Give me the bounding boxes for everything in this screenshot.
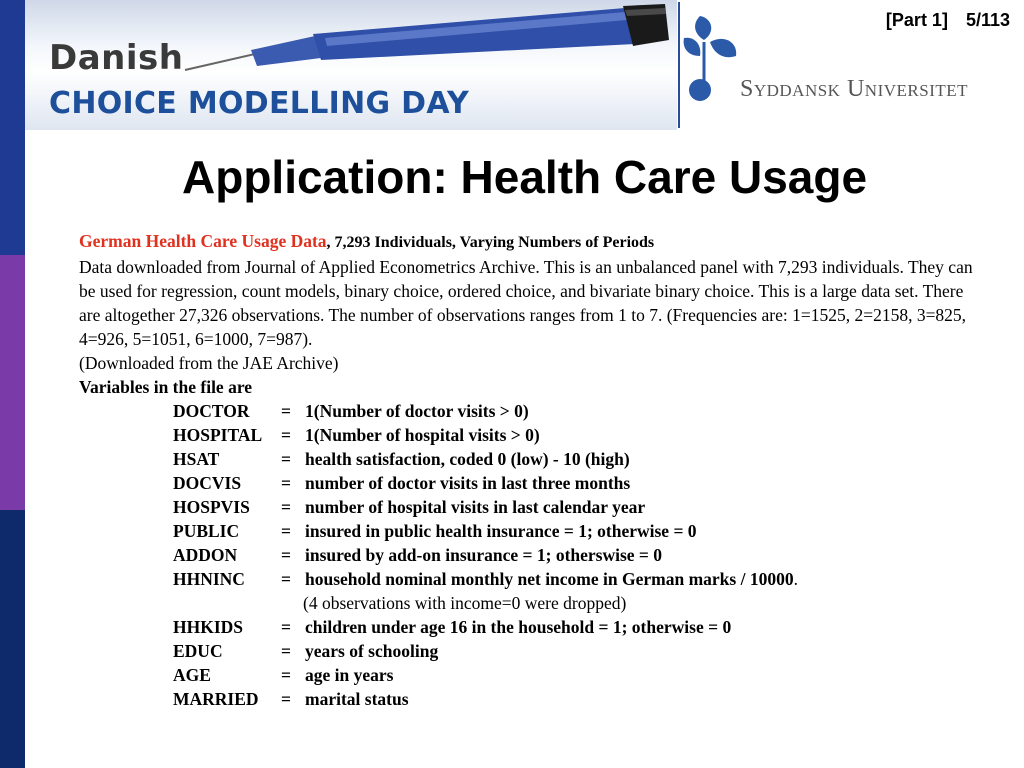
variable-row [173, 615, 979, 639]
color-bar-top [0, 0, 25, 255]
slide-title: Application: Health Care Usage [182, 151, 868, 203]
source-note: (Downloaded from the JAE Archive) [79, 353, 339, 373]
variable-equals: = [281, 449, 291, 469]
variable-equals: = [281, 425, 291, 445]
variable-row [173, 639, 979, 663]
variable-name: EDUC [173, 641, 223, 661]
variable-row [173, 543, 979, 567]
variable-row [173, 567, 979, 591]
variable-row [173, 495, 979, 519]
data-heading-rest: , 7,293 Individuals, Varying Numbers of Periods [326, 234, 655, 251]
variable-name: HOSPITAL [173, 425, 263, 445]
variable-description: age in years [305, 665, 394, 685]
variable-equals: = [281, 665, 291, 685]
slide-body [79, 229, 979, 711]
variable-description: insured in public health insurance = 1; otherwise = 0 [305, 521, 697, 541]
data-heading-red: German Health Care Usage Data [79, 231, 327, 251]
variable-row [173, 423, 979, 447]
variable-equals: = [281, 401, 291, 421]
variable-row [173, 447, 979, 471]
variable-equals: = [281, 641, 291, 661]
variable-description: number of hospital visits in last calendar year [305, 497, 646, 517]
left-color-bar [0, 0, 25, 768]
variable-description: 1(Number of hospital visits > 0) [305, 425, 540, 445]
variable-description: 1(Number of doctor visits > 0) [305, 401, 529, 421]
variable-equals: = [281, 689, 291, 709]
description-paragraph: Data downloaded from Journal of Applied Econometrics Archive. This is an unbalanced panel with 7,293 individuals. They can be used for regression, count models, binary choice, ordered choice, and bivariate binary choice. This is a large data set. There are altogether 27,326 observations. The number of observations ranges from 1 to 7. (Frequencies are: 1=1525, 2=2158, 3=825, 4=926, 5=1051, 6=1000, 7=987). [79, 257, 973, 349]
variables-heading: Variables in the file are [79, 377, 253, 397]
variable-name: HSAT [173, 449, 220, 469]
variable-equals: = [281, 521, 291, 541]
variable-name: HOSPVIS [173, 497, 250, 517]
variable-list [173, 399, 979, 711]
university-logo-icon [680, 12, 740, 102]
variable-description: marital status [305, 689, 409, 709]
page-label: 5/113 [965, 10, 1010, 30]
variable-name: HHKIDS [173, 617, 244, 637]
part-label: [Part 1] [885, 10, 948, 30]
banner-line-1: Danish [49, 38, 184, 78]
variable-description [305, 567, 798, 591]
variable-description: insured by add-on insurance = 1; otherswise = 0 [305, 545, 663, 565]
conference-banner [25, 0, 677, 130]
variable-equals: = [281, 617, 291, 637]
variable-equals: = [281, 497, 291, 517]
banner-line-2: CHOICE MODELLING DAY [49, 86, 470, 121]
variable-description-suffix: . [793, 569, 798, 589]
variable-name: AGE [173, 665, 211, 685]
hhninc-note: (4 observations with income=0 were dropped) [303, 593, 627, 613]
hhninc-note-row [173, 591, 979, 615]
university-name: Syddansk Universitet [740, 76, 969, 102]
variable-row [173, 399, 979, 423]
variable-name: DOCTOR [173, 401, 250, 421]
color-bar-bottom [0, 510, 25, 768]
slide-counter [886, 10, 1010, 31]
variable-row [173, 471, 979, 495]
color-bar-middle [0, 255, 25, 510]
variable-description: years of schooling [305, 641, 439, 661]
variable-name: ADDON [173, 545, 238, 565]
variable-row [173, 687, 979, 711]
variable-row [173, 663, 979, 687]
variable-name: MARRIED [173, 689, 259, 709]
variable-equals: = [281, 545, 291, 565]
variable-name: DOCVIS [173, 473, 242, 493]
variable-row [173, 519, 979, 543]
variable-equals: = [281, 473, 291, 493]
variable-name: HHNINC [173, 569, 245, 589]
variable-name: PUBLIC [173, 521, 240, 541]
variable-description-text: household nominal monthly net income in German marks / 10000 [305, 569, 794, 589]
variable-equals: = [281, 569, 291, 589]
variable-description: number of doctor visits in last three months [305, 473, 631, 493]
variable-description: children under age 16 in the household = 1; otherwise = 0 [305, 617, 732, 637]
variable-description: health satisfaction, coded 0 (low) - 10 (high) [305, 449, 630, 469]
data-heading [79, 229, 979, 255]
